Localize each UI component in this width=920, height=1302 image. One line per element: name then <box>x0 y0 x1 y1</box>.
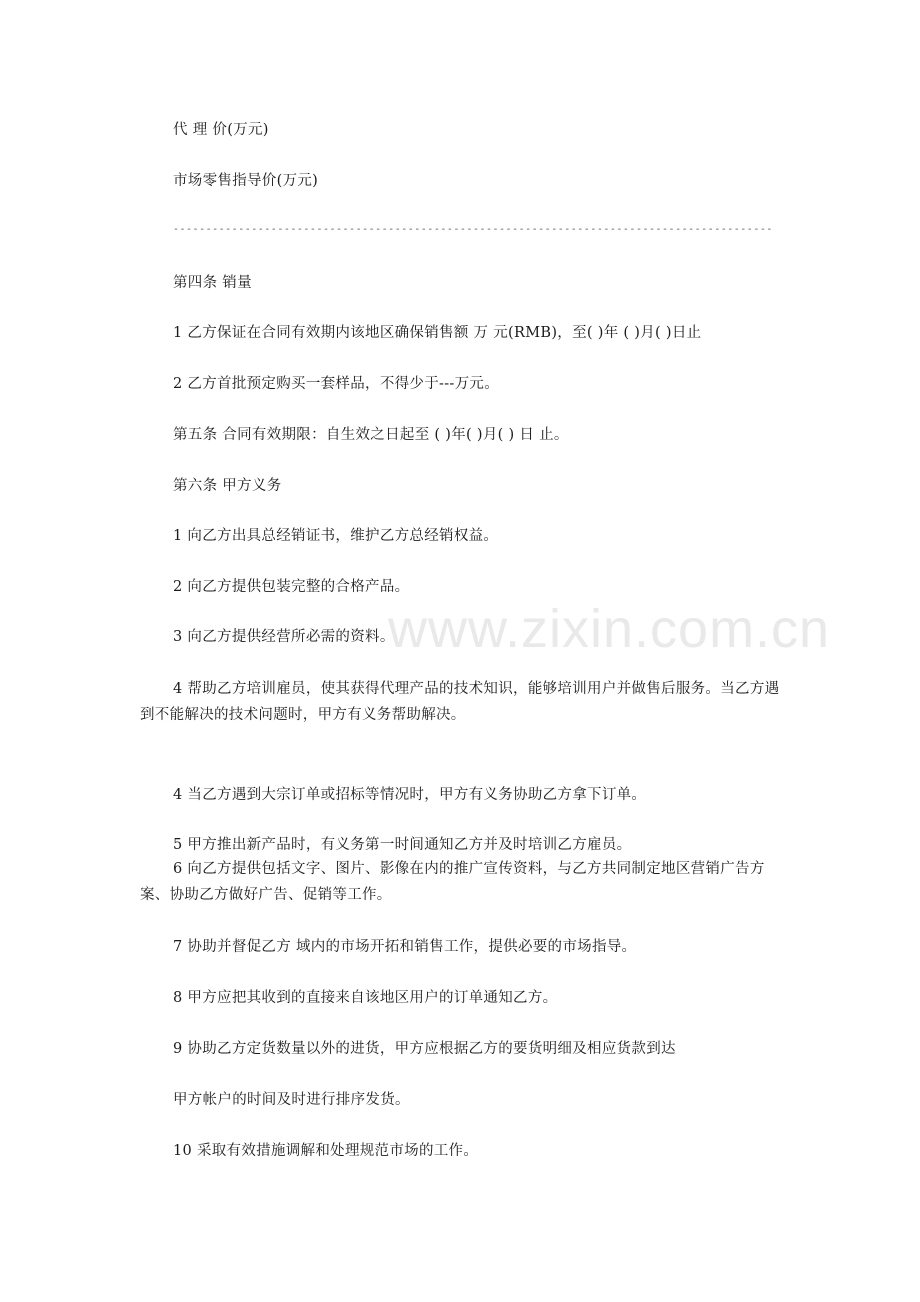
article-6-item-9: 9 协助乙方定货数量以外的进货，甲方应根据乙方的要货明细及相应货款到达 <box>173 1041 676 1057</box>
article-4-item-2: 2 乙方首批预定购买一套样品，不得少于---万元。 <box>173 376 500 392</box>
retail-price-label: 市场零售指导价(万元) <box>173 173 319 189</box>
article-4-heading: 第四条 销量 <box>173 275 252 291</box>
watermark-text: www.zixin.com.cn <box>388 599 831 659</box>
article-6-item-6-paragraph: 6 向乙方提供包括文字、图片、影像在内的推广宣传资料，与乙方共同制定地区营销广告方案、协助乙方做好广告、促销等工作。 <box>140 861 765 903</box>
article-6-item-7: 7 协助并督促乙方 域内的市场开拓和销售工作，提供必要的市场指导。 <box>173 939 637 955</box>
agent-price-label: 代 理 价(万元) <box>173 122 269 138</box>
article-5-heading: 第五条 合同有效期限：自生效之日起至 ( )年( )月( ) 日 止。 <box>173 427 569 443</box>
article-6-item-10: 10 采取有效措施调解和处理规范市场的工作。 <box>173 1143 479 1159</box>
article-6-item-2: 2 向乙方提供包装完整的合格产品。 <box>173 579 410 595</box>
article-6-item-1: 1 向乙方出具总经销证书，维护乙方总经销权益。 <box>173 528 499 544</box>
article-6-heading: 第六条 甲方义务 <box>173 478 282 494</box>
article-6-item-8: 8 甲方应把其收到的直接来自该地区用户的订单通知乙方。 <box>173 990 558 1006</box>
article-6-item-9-continued: 甲方帐户的时间及时进行排序发货。 <box>173 1092 410 1108</box>
article-6-item-4b: 4 当乙方遇到大宗订单或招标等情况时，甲方有义务协助乙方拿下订单。 <box>173 787 647 803</box>
article-6-item-5: 5 甲方推出新产品时，有义务第一时间通知乙方并及时培训乙方雇员。 <box>173 837 632 853</box>
dashed-separator: -------------------------------------------------------------------------------------------- <box>173 224 773 235</box>
article-6-item-3: 3 向乙方提供经营所必需的资料。 <box>173 629 395 645</box>
article-6-item-4-paragraph: 4 帮助乙方培训雇员，使其获得代理产品的技术知识，能够培训用户并做售后服务。当乙方遇到不能解决的技术问题时，甲方有义务帮助解决。 <box>140 681 780 723</box>
article-4-item-1: 1 乙方保证在合同有效期内该地区确保销售额 万 元(RMB)，至( )年 ( )月( )日止 <box>173 325 702 341</box>
